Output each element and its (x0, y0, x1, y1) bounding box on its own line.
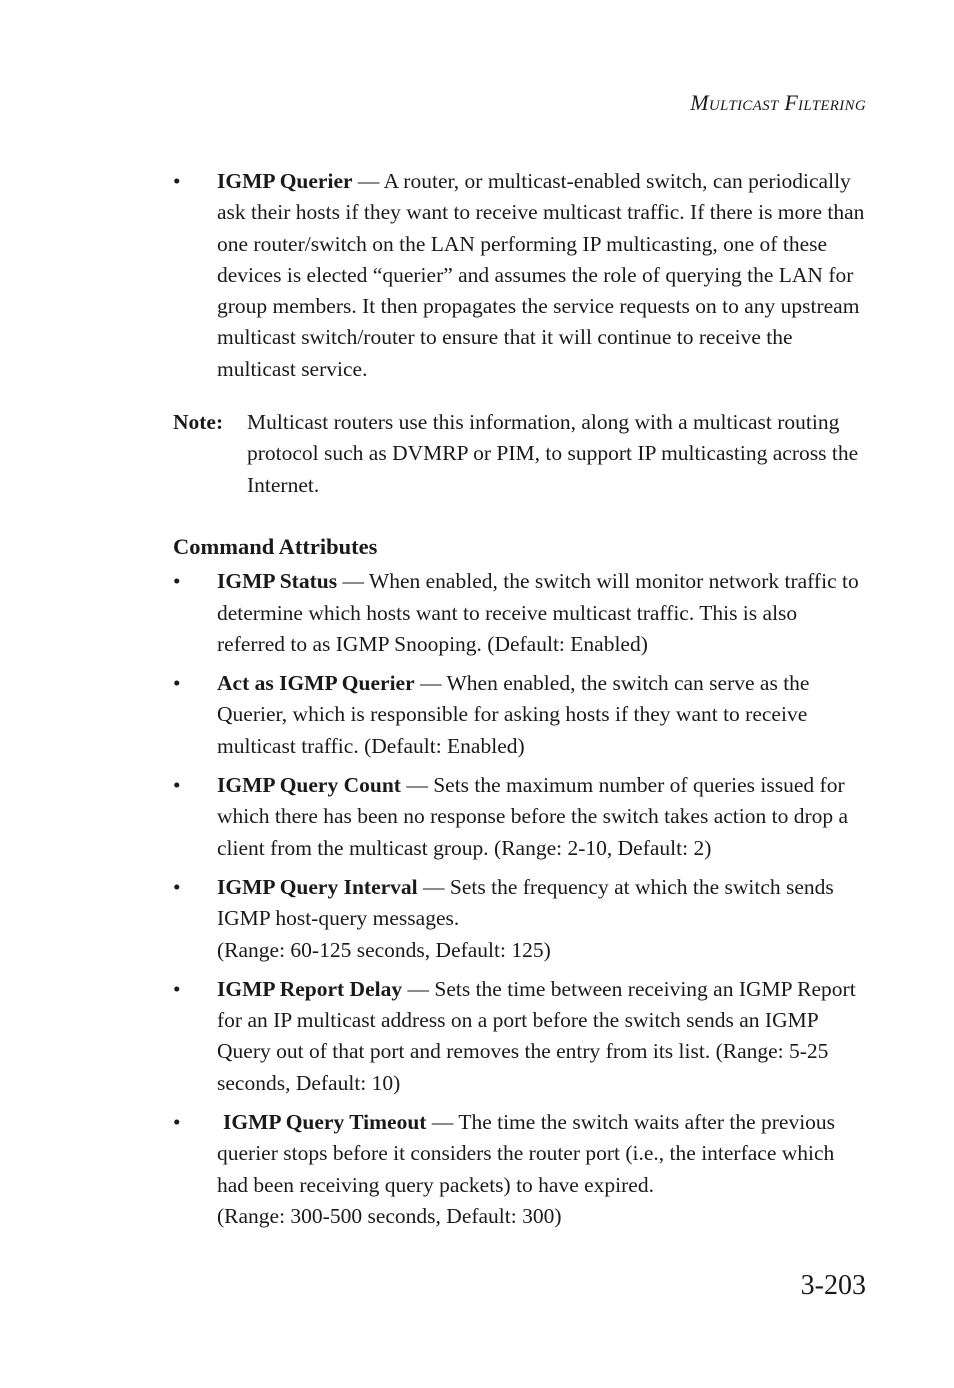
attribute-range: (Range: 300-500 seconds, Default: 300) (217, 1203, 562, 1228)
attribute-text: — The time the switch waits after the previous querier stops before it considers the router port (i.e., the interface which had been receiving query packets) to have expired. (217, 1110, 836, 1197)
running-header: Multicast Filtering (690, 90, 866, 115)
page-body (173, 166, 868, 1232)
note-text: Multicast routers use this information, along with a multicast routing protocol such as DVMRP or PIM, to support IP multicasting across the Internet. (247, 410, 859, 497)
bullet-term: IGMP Querier (217, 169, 353, 193)
page-number: 3-203 (800, 1270, 866, 1301)
section-heading: Command Attributes (173, 533, 378, 559)
attribute-igmp-status (173, 566, 868, 660)
attribute-term: IGMP Status (217, 569, 338, 594)
attribute-igmp-query-count (173, 770, 868, 864)
attribute-term: Act as IGMP Querier (217, 671, 415, 696)
note-label: Note: (173, 410, 224, 435)
attribute-text: — When enabled, the switch can serve as the Querier, which is responsible for asking hosts if they want to receive multicast traffic. (Default: Enabled) (217, 671, 810, 758)
note-block (173, 407, 868, 501)
bullet-text: — A router, or multicast-enabled switch, can periodically ask their hosts if they want to receive multicast traffic. If there is more than one router/switch on the LAN performing IP multicasting, one of these devices is elected “querier” and assumes the role of querying the LAN for group members. It then propagates the service requests on to any upstream multicast switch/router to ensure that it will continue to receive the multicast service. (217, 169, 865, 381)
attribute-text: — Sets the maximum number of queries issued for which there has been no response before the switch takes action to drop a client from the multicast group. (Range: 2-10, Default: 2) (217, 773, 849, 860)
attribute-text: — When enabled, the switch will monitor network traffic to determine which hosts want to receive multicast traffic. This is also referred to as IGMP Snooping. (Default: Enabled) (217, 569, 859, 656)
bullet-igmp-querier (173, 166, 868, 385)
attribute-term: IGMP Query Timeout (223, 1110, 427, 1135)
attribute-term: IGMP Report Delay (217, 976, 403, 1001)
attribute-igmp-report-delay (173, 974, 868, 1099)
attribute-range: (Range: 60-125 seconds, Default: 125) (217, 937, 551, 962)
attribute-term: IGMP Query Count (217, 773, 401, 798)
attribute-text: — Sets the frequency at which the switch sends IGMP host-query messages. (217, 874, 834, 931)
attribute-text: — Sets the time between receiving an IGMP Report for an IP multicast address on a port before the switch sends an IGMP Query out of that port and removes the entry from its list. (Range: 5-25 seconds, Default: 10) (217, 976, 856, 1095)
attribute-igmp-query-timeout (173, 1107, 868, 1232)
attribute-term: IGMP Query Interval (217, 874, 418, 899)
attribute-act-as-igmp-querier (173, 668, 868, 762)
attribute-igmp-query-interval (173, 872, 868, 966)
